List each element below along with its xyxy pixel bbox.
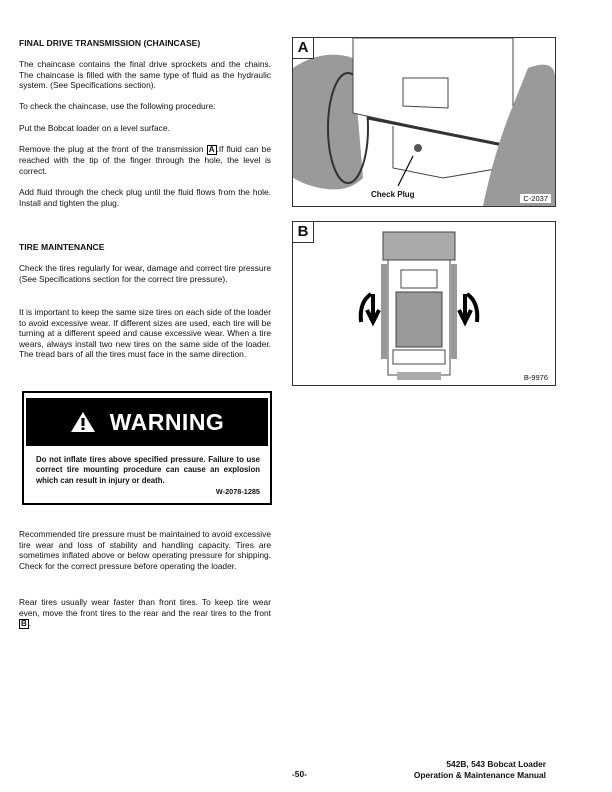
text: Rear tires usually wear faster than front tires. To keep tire wear even, move the front tires to the rear and the rear tires to the front <box>19 597 271 618</box>
paragraph <box>19 144 271 176</box>
footer-title-2: Operation & Maintenance Manual <box>413 770 546 780</box>
paragraph: Add fluid through the check plug until the fluid flows from the hole. Install and tighten the plug. <box>19 187 271 208</box>
figure-b <box>292 221 556 386</box>
warning-box <box>22 391 272 505</box>
section-heading-tire-maintenance: TIRE MAINTENANCE <box>19 242 105 252</box>
figure-label-a: A <box>293 38 314 59</box>
paragraph: The chaincase contains the final drive sprockets and the chains. The chaincase is filled with the same type of fluid as the hydraulic system. (See Specifications section). <box>19 59 271 91</box>
footer-title-1: 542B, 543 Bobcat Loader <box>446 759 546 769</box>
paragraph: Put the Bobcat loader on a level surface. <box>19 123 170 133</box>
warning-text: Do not inflate tires above specified pressure. Failure to use correct tire mounting procedure can cause an explosion which can result in injury or death. <box>36 455 260 485</box>
warning-triangle-icon <box>70 411 96 433</box>
section-heading-chaincase: FINAL DRIVE TRANSMISSION (CHAINCASE) <box>19 38 201 48</box>
check-plug-callout: Check Plug <box>371 190 415 199</box>
paragraph: To check the chaincase, use the following procedure: <box>19 101 216 111</box>
warning-banner <box>26 398 268 446</box>
figure-code-b: B-9976 <box>521 373 551 382</box>
figure-a <box>292 37 556 207</box>
warning-title: WARNING <box>109 408 225 435</box>
page-number: -50- <box>292 769 307 779</box>
loader-top-view-illustration <box>293 222 555 385</box>
chaincase-illustration <box>293 38 555 206</box>
paragraph <box>19 597 271 629</box>
text: Remove the plug at the front of the transmission <box>19 144 204 154</box>
figure-ref-b: B <box>21 619 27 629</box>
figure-label-b: B <box>293 222 314 243</box>
paragraph: Check the tires regularly for wear, damage and correct tire pressure (See Specifications section for the correct tire pressure). <box>19 263 271 284</box>
figure-ref-a: A <box>208 145 215 154</box>
paragraph: Recommended tire pressure must be maintained to avoid excessive tire wear and loss of stability and handling capacity. Tires are sometimes inflated above or below operating pressure for shipping. Check for the correct pressure before operating the loader. <box>19 529 271 571</box>
paragraph: It is important to keep the same size tires on each side of the loader to avoid excessive wear. If different sizes are used, each tire will be turning at a different speed and cause excessive wear. When a tire wears, always install two new tires on the same side of the loader. The tread bars of all the tires must face in the same direction. <box>19 307 271 360</box>
figure-code-a: C-2037 <box>520 194 551 203</box>
warning-code: W-2078-1285 <box>215 487 260 496</box>
text: . <box>28 618 32 629</box>
text: .If fluid can be reached with the tip of the finger through the hole, the level is correct. <box>19 144 272 176</box>
